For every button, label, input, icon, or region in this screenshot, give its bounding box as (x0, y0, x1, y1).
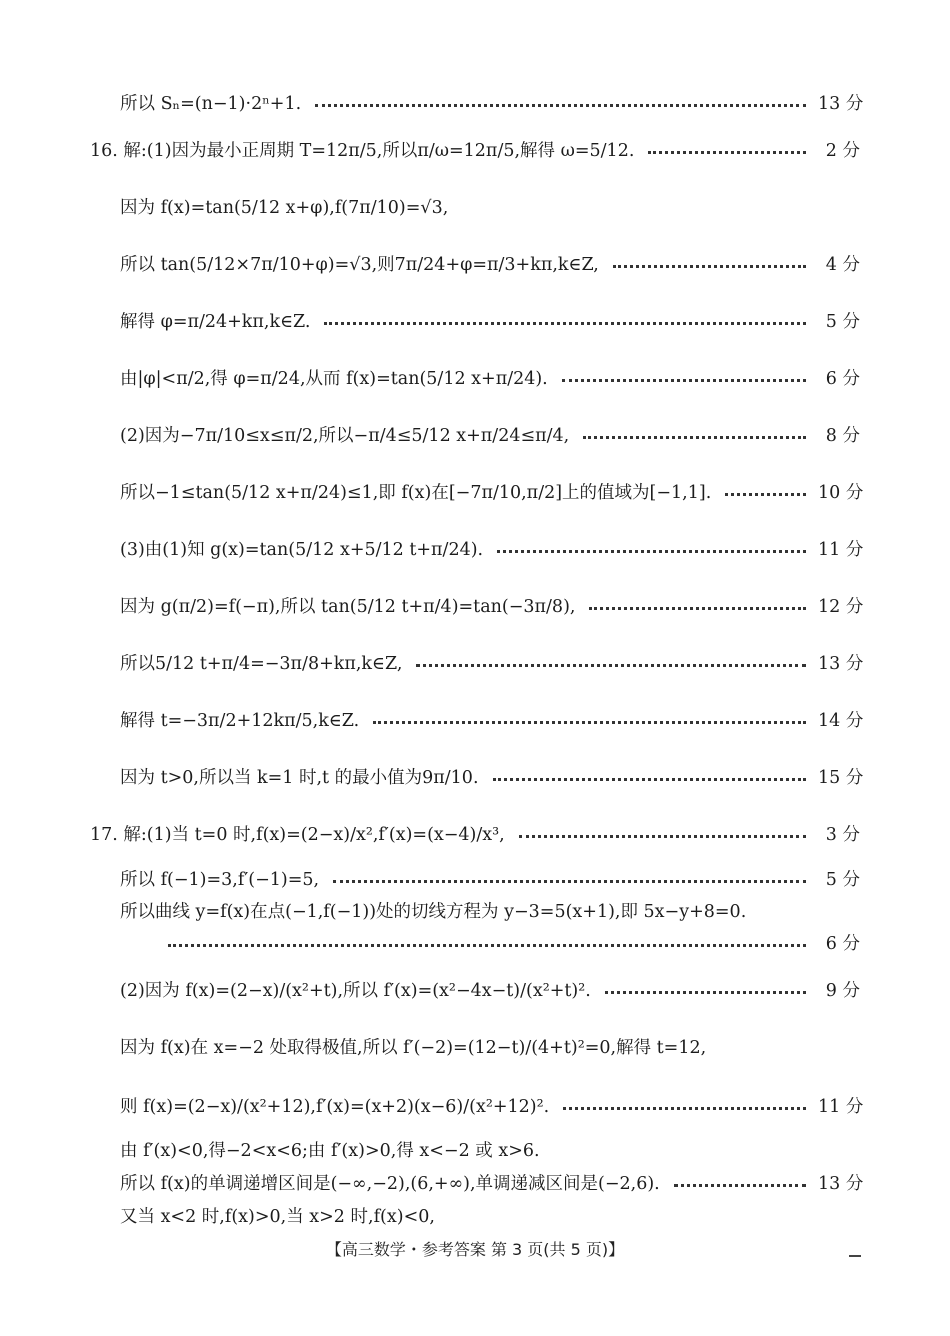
answer-line-16-10 (120, 640, 864, 684)
score-label: 15 分 (818, 767, 864, 788)
score-label: 8 分 (825, 425, 860, 446)
leader-dots (562, 379, 806, 382)
leader-dots (519, 835, 806, 838)
line-text: 所以−1≤tan(5/12 x+π/24)≤1,即 f(x)在[−7π/10,π/2]上的值域为[−1,1]. (120, 482, 712, 503)
leader-dots (493, 778, 806, 781)
answer-line-16-3 (120, 241, 860, 285)
leader-dots (168, 944, 806, 947)
line-text: 因为 g(π/2)=f(−π),所以 tan(5/12 t+π/4)=tan(−3π/8), (120, 596, 576, 617)
leader-dots (725, 493, 806, 496)
line-text: 因为 f(x)=tan(5/12 x+φ),f(7π/10)=√3, (120, 197, 449, 218)
line-text: (3)由(1)知 g(x)=tan(5/12 x+5/12 t+π/24). (120, 539, 484, 560)
line-text: 所以 f(x)的单调递增区间是(−∞,−2),(6,+∞),单调递减区间是(−2,6). (120, 1173, 660, 1194)
leader-dots (497, 550, 806, 553)
leader-dots (605, 991, 806, 994)
leader-dots (324, 322, 806, 325)
score-label: 13 分 (818, 653, 864, 674)
line-text: 所以 f(−1)=3,f′(−1)=5, (120, 869, 320, 890)
answer-line-16-5 (120, 355, 860, 399)
line-text: (2)因为−7π/10≤x≤π/2,所以−π/4≤5/12 x+π/24≤π/4, (120, 425, 570, 446)
line-text: (2)因为 f(x)=(2−x)/(x²+t),所以 f′(x)=(x²−4x−t)/(x²+t)². (120, 980, 591, 1001)
score-label: 12 分 (818, 596, 864, 617)
answer-line-17-4 (120, 967, 860, 1011)
line-text: 解得 t=−3π/2+12kπ/5,k∈Z. (120, 710, 360, 731)
answer-line-15-result (120, 80, 864, 124)
score-label: 9 分 (825, 980, 860, 1001)
score-label: 5 分 (825, 311, 860, 332)
score-label: 14 分 (818, 710, 864, 731)
leader-dots (563, 1107, 806, 1110)
leader-dots (648, 151, 806, 154)
line-text: 则 f(x)=(2−x)/(x²+12),f′(x)=(x+2)(x−6)/(x²+12)². (120, 1096, 550, 1117)
answer-line-17-5 (120, 1024, 860, 1068)
leader-dots (416, 664, 806, 667)
line-text: 17. 解:(1)当 t=0 时,f(x)=(2−x)/x²,f′(x)=(x−4)/x³, (90, 824, 505, 845)
answer-line-16-4 (120, 298, 860, 342)
line-text: 所以曲线 y=f(x)在点(−1,f(−1))处的切线方程为 y−3=5(x+1),即 5x−y+8=0. (120, 901, 747, 922)
line-text: 所以 tan(5/12×7π/10+φ)=√3,则7π/24+φ=π/3+kπ,k∈Z, (120, 254, 599, 275)
leader-dots (613, 265, 806, 268)
leader-dots (583, 436, 806, 439)
leader-dots (674, 1184, 806, 1187)
answer-line-16-8 (120, 526, 864, 570)
answer-line-16-11 (120, 697, 864, 741)
answer-line-17-9 (120, 1193, 860, 1237)
answer-line-16-9 (120, 583, 864, 627)
line-text: 16. 解:(1)因为最小正周期 T=12π/5,所以π/ω=12π/5,解得 ω=5/12. (90, 140, 635, 161)
score-label: 6 分 (825, 368, 860, 389)
score-label: 10 分 (818, 482, 864, 503)
answer-line-16-12 (120, 754, 864, 798)
answer-line-17-6 (120, 1083, 864, 1127)
leader-dots (315, 104, 806, 107)
leader-dots (333, 880, 806, 883)
line-text: 因为 t>0,所以当 k=1 时,t 的最小值为9π/10. (120, 767, 479, 788)
answer-line-16-6 (120, 412, 860, 456)
answer-line-16-1 (90, 127, 860, 171)
line-text: 由|φ|<π/2,得 φ=π/24,从而 f(x)=tan(5/12 x+π/24). (120, 368, 548, 389)
score-label: 6 分 (825, 933, 860, 954)
line-text: 所以5/12 t+π/4=−3π/8+kπ,k∈Z, (120, 653, 403, 674)
answer-line-17-3-score (154, 920, 860, 964)
score-label: 11 分 (818, 539, 864, 560)
page-footer: 【高三数学・参考答案 第 3 页(共 5 页)】 (325, 1240, 625, 1259)
corner-mark (849, 1255, 861, 1257)
answer-line-16-7 (120, 469, 864, 513)
score-label: 3 分 (825, 824, 860, 845)
score-label: 5 分 (825, 869, 860, 890)
leader-dots (373, 721, 806, 724)
score-label: 4 分 (825, 254, 860, 275)
score-label: 11 分 (818, 1096, 864, 1117)
line-text: 解得 φ=π/24+kπ,k∈Z. (120, 311, 311, 332)
line-text: 又当 x<2 时,f(x)>0,当 x>2 时,f(x)<0, (120, 1206, 435, 1227)
line-text: 由 f′(x)<0,得−2<x<6;由 f′(x)>0,得 x<−2 或 x>6. (120, 1140, 540, 1161)
answer-line-17-1 (90, 811, 860, 855)
score-label: 2 分 (825, 140, 860, 161)
answer-line-16-2 (120, 184, 860, 228)
score-label: 13 分 (818, 93, 864, 114)
leader-dots (589, 607, 806, 610)
line-text: 因为 f(x)在 x=−2 处取得极值,所以 f′(−2)=(12−t)/(4+t)²=0,解得 t=12, (120, 1037, 707, 1058)
score-label: 13 分 (818, 1173, 864, 1194)
line-text: 所以 Sₙ=(n−1)·2ⁿ+1. (120, 93, 302, 114)
